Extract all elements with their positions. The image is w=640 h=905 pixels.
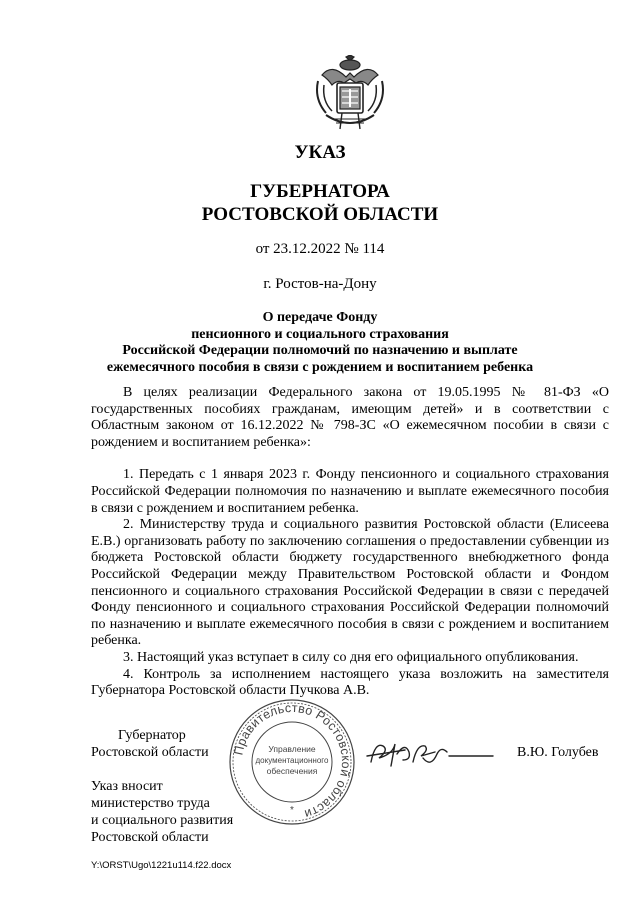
file-path-footer: Y:\ORST\Ugo\1221u114.f22.docx — [91, 860, 232, 871]
preamble: В целях реализации Федерального закона от 19.05.1995 № 81-ФЗ «О государственных пособиях гражданам, имеющим детей» и в соответствии с Областным законом от 16.12.2022 № 798-ЗС «О ежемесячном пособии в связи с рождением и воспитанием ребенка»: — [91, 385, 609, 450]
clause-1: 1. Передать с 1 января 2023 г. Фонду пенсионного и социального страхования Российской Федерации полномочия по назначению и выплате ежемесячного пособия в связи с рождением и воспитанием ребенка. — [91, 467, 609, 516]
title-line: Российской Федерации полномочий по назначению и выплате — [122, 343, 518, 359]
title-line: О передаче Фонду — [262, 310, 378, 325]
issuer-line-1: ГУБЕРНАТОРА — [250, 181, 390, 202]
stamp-star-icon: * — [290, 805, 294, 816]
city: г. Ростов-на-Дону — [263, 276, 377, 292]
signer-name: В.Ю. Голубев — [517, 745, 599, 760]
clause-2: 2. Министерству труда и социального развития Ростовской области (Елисеева Е.В.) организовать работу по заключению соглашения о предоставлении субвенции из бюджета Ростовской области бюджету государственного внебюджетного фонда Российской Федерации между Правительством Ростовской области и Фондом пенсионного и социального страхования Российской Федерации в связи с передачей Фонду пенсионного и социального страхования Российской Федерации полномочий по назначению и выплате ежемесячного пособия в связи с рождением и воспитанием ребенка. — [91, 517, 609, 649]
clause-3: 3. Настоящий указ вступает в силу со дня его официального опубликования. — [123, 649, 579, 665]
document-title — [0, 310, 640, 376]
stamp-inner-line-1: Управление — [268, 744, 316, 754]
signer-position-line-2: Ростовской области — [91, 745, 209, 760]
title-line: пенсионного и социального страхования — [191, 326, 449, 342]
stamp-ring-text: Правительство Ростовской области — [231, 700, 354, 822]
submitted-by-line: Ростовской области — [91, 830, 209, 845]
submitted-by-line: и социального развития — [91, 813, 234, 828]
document-body — [91, 385, 609, 700]
stamp-inner-line-2: документационного — [255, 756, 329, 765]
submitted-by-line: Указ вносит — [91, 779, 163, 794]
signer-position-line-1: Губернатор — [118, 728, 186, 743]
document-type: УКАЗ — [294, 142, 346, 163]
official-stamp — [228, 698, 356, 826]
handwritten-signature — [365, 732, 495, 774]
stamp-inner-line-3: обеспечения — [266, 766, 318, 776]
coat-of-arms-icon — [312, 55, 388, 133]
date-number: от 23.12.2022 № 114 — [255, 241, 385, 257]
title-line: ежемесячного пособия в связи с рождением и воспитанием ребенка — [106, 359, 534, 375]
clause-4: 4. Контроль за исполнением настоящего указа возложить на заместителя Губернатора Ростовской области Пучкова А.В. — [91, 666, 609, 699]
submitted-by — [91, 778, 233, 846]
issuer-line-2: РОСТОВСКОЙ ОБЛАСТИ — [201, 204, 439, 225]
submitted-by-line: министерство труда — [91, 796, 210, 811]
